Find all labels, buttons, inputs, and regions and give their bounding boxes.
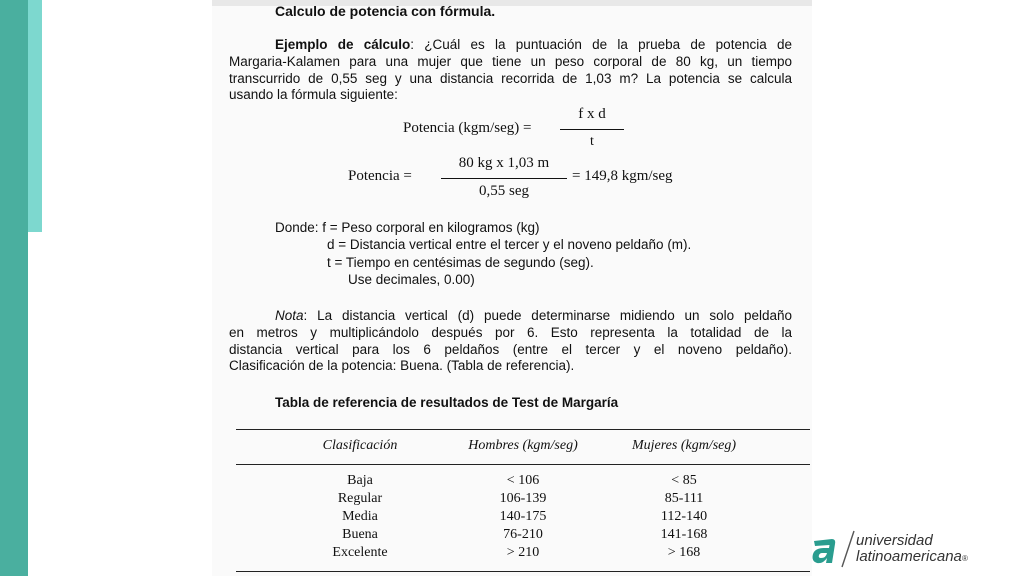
table-cell: 106-139 xyxy=(499,491,547,506)
formula2-result: = 149,8 kgm/seg xyxy=(572,168,673,184)
table-cell: < 106 xyxy=(506,473,540,488)
table-cell: > 210 xyxy=(506,545,540,560)
definition-t: t = Tiempo en centésimas de segundo (seg). xyxy=(327,255,594,270)
table-cell: 141-168 xyxy=(660,527,708,542)
table-cell: Excelente xyxy=(332,545,388,560)
formula1-denominator: t xyxy=(590,134,594,149)
formula2-numerator: 80 kg x 1,03 m xyxy=(458,155,550,171)
example-line-3: transcurrido de 0,55 seg y una distancia recorrida de 1,03 m? La potencia se calcula xyxy=(229,71,792,86)
section-heading: Calculo de potencia con fórmula. xyxy=(275,3,496,19)
formula2-fraction-line xyxy=(441,178,567,179)
example-line-2: Margaria-Kalamen para una mujer que tiene un peso corporal de 80 kg, un tiempo xyxy=(229,54,792,69)
table-cell: > 168 xyxy=(667,545,701,560)
definition-f: Donde: f = Peso corporal en kilogramos (kg) xyxy=(275,220,540,235)
table-header-rule xyxy=(236,464,810,465)
table-cell: 140-175 xyxy=(499,509,547,524)
table-header-clasificacion: Clasificación xyxy=(322,438,398,453)
left-accent-bar-light xyxy=(28,0,42,232)
logo-text-line-2: latinoamericana® xyxy=(856,548,968,565)
university-logo xyxy=(810,529,1010,569)
note-line-1: Nota: La distancia vertical (d) puede determinarse midiendo un solo peldaño xyxy=(275,308,792,323)
table-cell: 76-210 xyxy=(503,527,543,542)
logo-text-line-1: universidad xyxy=(856,532,933,549)
formula1-numerator: f x d xyxy=(578,106,606,122)
table-cell: Buena xyxy=(342,527,378,542)
formula1-lhs: Potencia (kgm/seg) = xyxy=(403,120,532,136)
table-header-mujeres: Mujeres (kgm/seg) xyxy=(631,438,737,453)
formula2-lhs: Potencia = xyxy=(348,168,412,184)
registered-mark: ® xyxy=(961,554,968,563)
note-label: Nota xyxy=(275,308,304,323)
university-logo-icon xyxy=(810,529,856,569)
table-cell: Regular xyxy=(337,491,383,506)
formula2-denominator: 0,55 seg xyxy=(479,183,529,199)
table-title: Tabla de referencia de resultados de Test de Margaría xyxy=(275,395,619,410)
table-top-rule xyxy=(236,429,810,430)
table-cell: < 85 xyxy=(671,473,697,488)
formula1-fraction-line xyxy=(560,129,624,130)
example-line-4: usando la fórmula siguiente: xyxy=(229,87,398,102)
table-cell: 85-111 xyxy=(664,491,704,506)
table-bottom-rule xyxy=(236,571,810,572)
definition-d: d = Distancia vertical entre el tercer y el noveno peldaño (m). xyxy=(327,237,692,252)
left-accent-bar xyxy=(0,0,28,576)
table-cell: Baja xyxy=(347,473,373,488)
table-cell: 112-140 xyxy=(660,509,708,524)
note-line-2: en metros y multiplicándolo después por 6. Esto representa la totalidad de la xyxy=(229,325,792,340)
note-line-3: distancia vertical para los 6 peldaños (entre el tercer y el noveno peldaño). xyxy=(229,342,792,357)
table-cell: Media xyxy=(342,509,378,524)
example-line-1: Ejemplo de cálculo: ¿Cuál es la puntuación de la prueba de potencia de xyxy=(275,37,792,52)
definition-decimals: Use decimales, 0.00) xyxy=(348,272,475,287)
note-line-4: Clasificación de la potencia: Buena. (Tabla de referencia). xyxy=(229,358,575,373)
table-header-hombres: Hombres (kgm/seg) xyxy=(468,438,578,453)
example-label: Ejemplo de cálculo xyxy=(275,37,411,52)
